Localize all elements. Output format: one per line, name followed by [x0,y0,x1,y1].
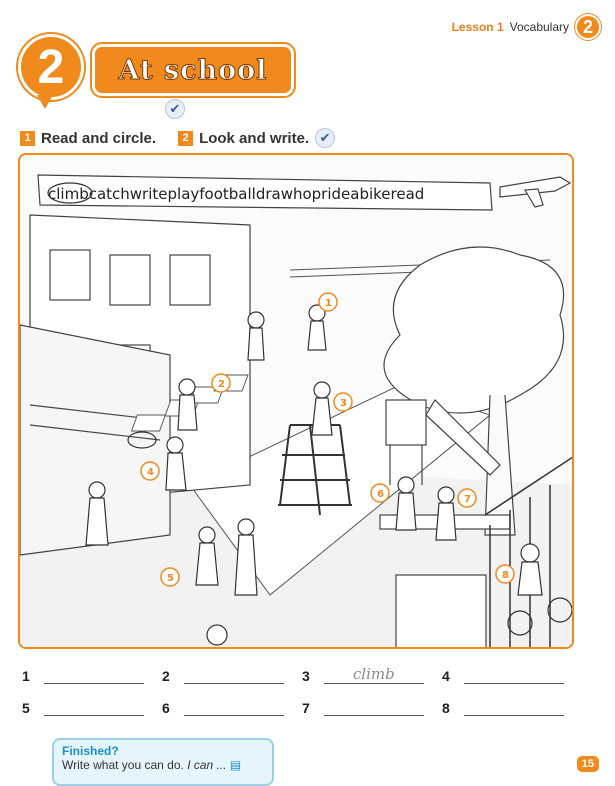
answer-field-1[interactable] [44,666,144,684]
answer-number: 5 [22,700,30,716]
answer-number: 2 [162,668,170,684]
school-scene-picture [18,153,574,649]
wall [396,575,486,649]
finished-title: Finished? [62,744,119,758]
exercise-1-text: Read and circle. [41,129,157,147]
answer-item-4 [442,666,582,684]
answer-number: 7 [302,700,310,716]
finished-prompt: I can ... [187,758,227,772]
lesson-header [452,14,601,40]
marker-label-6: 6 [377,489,384,500]
banner-text: climbcatchwriteplayfootballdrawhoprideabikeread [48,185,425,203]
answer-field-4[interactable] [464,666,564,684]
marker-label-5: 5 [167,573,174,584]
answer-number: 4 [442,668,450,684]
notebook-icon: ▤ [229,758,242,772]
answer-field-3[interactable]: climb [324,666,424,684]
marker-label-2: 2 [218,379,225,390]
answer-field-2[interactable] [184,666,284,684]
answer-row [22,666,582,684]
answer-field-5[interactable] [44,698,144,716]
answer-item-3 [302,666,442,684]
answer-number: 1 [22,668,30,684]
marker-label-4: 4 [147,467,154,478]
check-icon[interactable]: ✔ [315,128,335,148]
answer-number: 8 [442,700,450,716]
answer-item-5 [22,698,162,716]
answer-lines [22,666,582,730]
finished-box [52,738,274,786]
answer-item-8 [442,698,582,716]
answer-item-2 [162,666,302,684]
exercise-2-text: Look and write. [199,129,310,147]
page-title: At school [118,54,268,86]
airplane [500,177,570,207]
answer-field-6[interactable] [184,698,284,716]
page-number: 15 [577,756,599,772]
check-icon[interactable]: ✔ [165,99,185,119]
finished-instruction: Write what you can do. [62,758,184,772]
section-label: Vocabulary [509,20,569,34]
answer-row [22,698,582,716]
answer-number: 6 [162,700,170,716]
lesson-label: Lesson 1 [451,20,504,34]
marker-label-3: 3 [340,398,347,409]
marker-label-1: 1 [325,298,332,309]
exercise-number-1: 1 [20,131,35,146]
marker-label-7: 7 [464,494,471,505]
finished-text [62,758,264,772]
page-title-box [92,44,294,96]
answer-field-7[interactable] [324,698,424,716]
answer-item-7 [302,698,442,716]
school-scene-illustration [20,155,574,649]
answer-item-6 [162,698,302,716]
word-banner [38,175,492,210]
marker-label-8: 8 [502,570,509,581]
answer-number: 3 [302,668,310,684]
exercise-number-2: 2 [178,131,193,146]
instructions [20,128,335,148]
answer-item-1 [22,666,162,684]
unit-badge-small: 2 [575,14,601,40]
unit-number-badge: 2 [18,34,84,100]
answer-field-8[interactable] [464,698,564,716]
